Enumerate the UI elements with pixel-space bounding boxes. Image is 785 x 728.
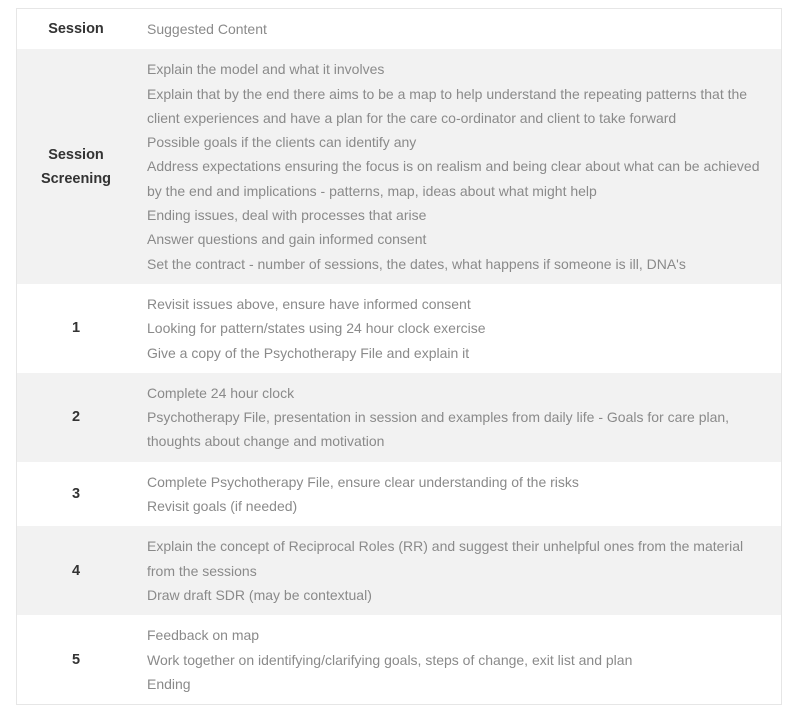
content-cell	[135, 49, 781, 284]
content-line: Give a copy of the Psychotherapy File and explain it	[147, 344, 470, 361]
content-cell	[135, 462, 781, 527]
content-line: Set the contract - number of sessions, the dates, what happens if someone is ill, DNA's	[147, 255, 686, 272]
session-cell: 4	[71, 562, 81, 579]
content-line: Complete 24 hour clock	[147, 384, 295, 401]
content-line: Draw draft SDR (may be contextual)	[147, 586, 372, 603]
header-suggested-content: Suggested Content	[147, 21, 267, 37]
content-cell	[135, 284, 781, 373]
header-session: Session	[48, 21, 104, 38]
content-line: Possible goals if the clients can identify any	[147, 134, 417, 151]
content-line: Looking for pattern/states using 24 hour clock exercise	[147, 320, 486, 337]
content-line: Explain the model and what it involves	[147, 61, 385, 78]
content-cell	[135, 373, 781, 462]
content-line: Feedback on map	[147, 627, 260, 644]
session-cell	[17, 49, 135, 284]
content-line: Explain that by the end there aims to be a map to help understand the repeating patterns that the client experiences and have a plan for the care co-ordinator and client to take forward	[147, 85, 748, 126]
content-cell	[135, 526, 781, 615]
session-cell: 5	[71, 651, 81, 668]
content-line: Address expectations ensuring the focus is on realism and being clear about what can be achieved by the end and implications - patterns, map, ideas about what might help	[147, 158, 760, 199]
session-content-table	[16, 8, 782, 705]
content-line: Psychotherapy File, presentation in session and examples from daily life - Goals for care plan, thoughts about change and motivation	[147, 409, 730, 450]
table-header-row	[17, 9, 781, 49]
table-row	[17, 373, 781, 462]
table-row	[17, 49, 781, 284]
session-cell: 1	[71, 320, 81, 337]
content-line: Revisit goals (if needed)	[147, 498, 298, 515]
session-label: Screening	[40, 170, 112, 187]
content-line: Explain the concept of Reciprocal Roles (RR) and suggest their unhelpful ones from the material from the sessions	[147, 538, 744, 579]
table-row	[17, 284, 781, 373]
content-line: Work together on identifying/clarifying goals, steps of change, exit list and plan	[147, 651, 633, 668]
table-row	[17, 526, 781, 615]
content-line: Complete Psychotherapy File, ensure clear understanding of the risks	[147, 473, 579, 490]
content-line: Ending issues, deal with processes that arise	[147, 207, 427, 224]
content-cell	[135, 615, 781, 704]
session-cell: 3	[71, 486, 81, 503]
content-line: Ending	[147, 675, 191, 692]
session-label: Session	[48, 146, 104, 163]
table-row	[17, 615, 781, 704]
content-line: Answer questions and gain informed consent	[147, 231, 427, 248]
table-row	[17, 462, 781, 527]
session-cell: 2	[71, 409, 81, 426]
content-line: Revisit issues above, ensure have informed consent	[147, 295, 471, 312]
